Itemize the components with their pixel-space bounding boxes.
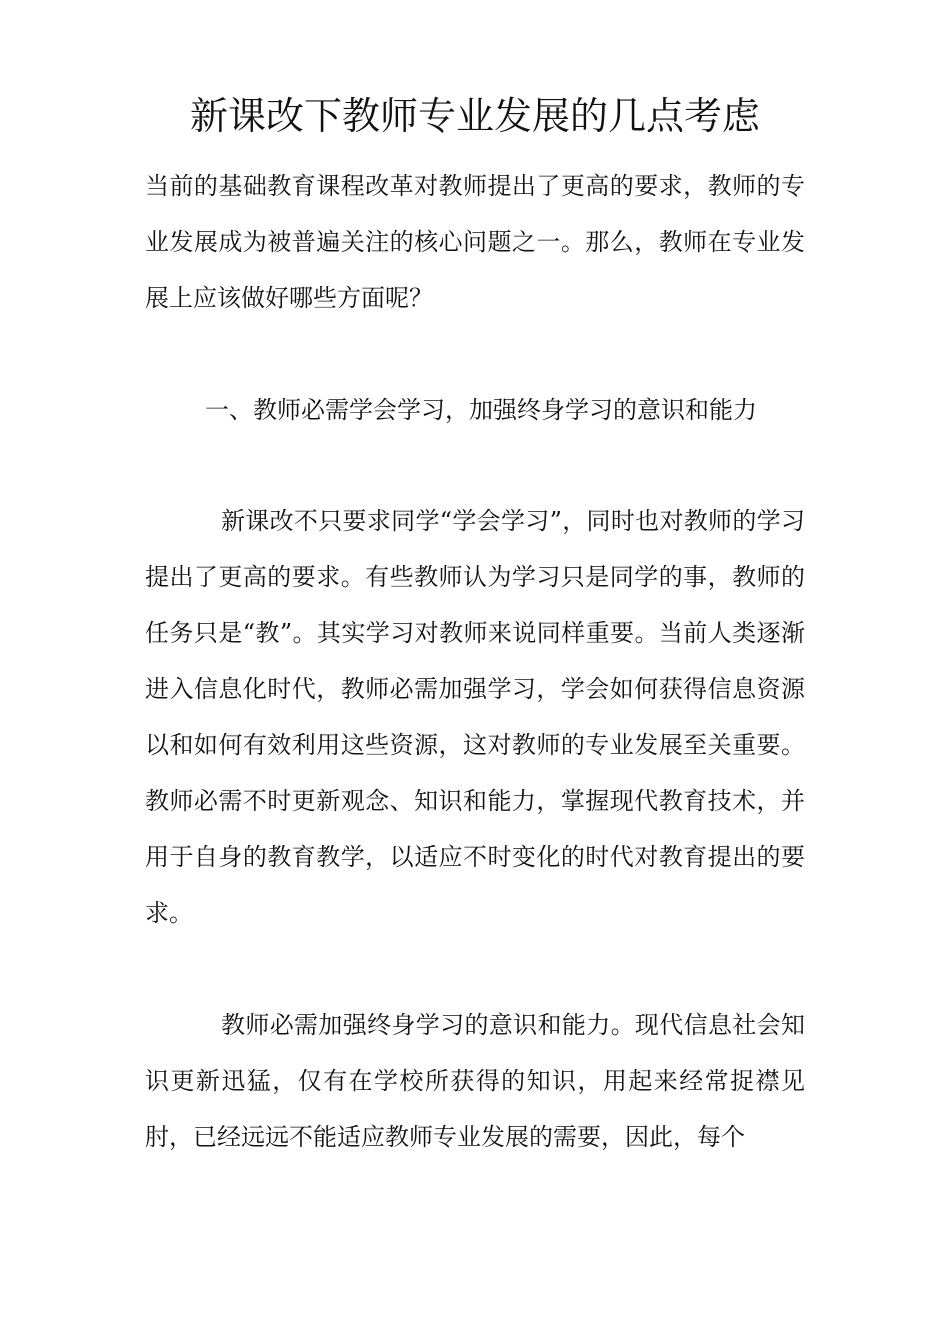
section-heading-1: 一、教师必需学会学习，加强终身学习的意识和能力 [205,396,757,424]
body-paragraph-2: 教师必需加强终身学习的意识和能力。现代信息社会知识更新迅猛，仅有在学校所获得的知识，用起来经常捉襟见肘，已经远远不能适应教师专业发展的需要，因此，每个 [145,1011,805,1151]
intro-paragraph: 当前的基础教育课程改革对教师提出了更高的要求，教师的专业发展成为被普遍关注的核心问题之一。那么，教师在专业发展上应该做好哪些方面呢？ [145,172,805,312]
document-title: 新课改下教师专业发展的几点考虑 [189,94,760,138]
body-paragraph-1: 新课改不只要求同学“学会学习”，同时也对教师的学习提出了更高的要求。有些教师认为学习只是同学的事，教师的任务只是“教”。其实学习对教师来说同样重要。当前人类逐渐进入信息化时代，教师必需加强学习，学会如何获得信息资源以和如何有效利用这些资源，这对教师的专业发展至关重要。教师必需不时更新观念、知识和能力，掌握现代教育技术，并用于自身的教育教学，以适应不时变化的时代对教育提出的要求。 [145,507,805,927]
